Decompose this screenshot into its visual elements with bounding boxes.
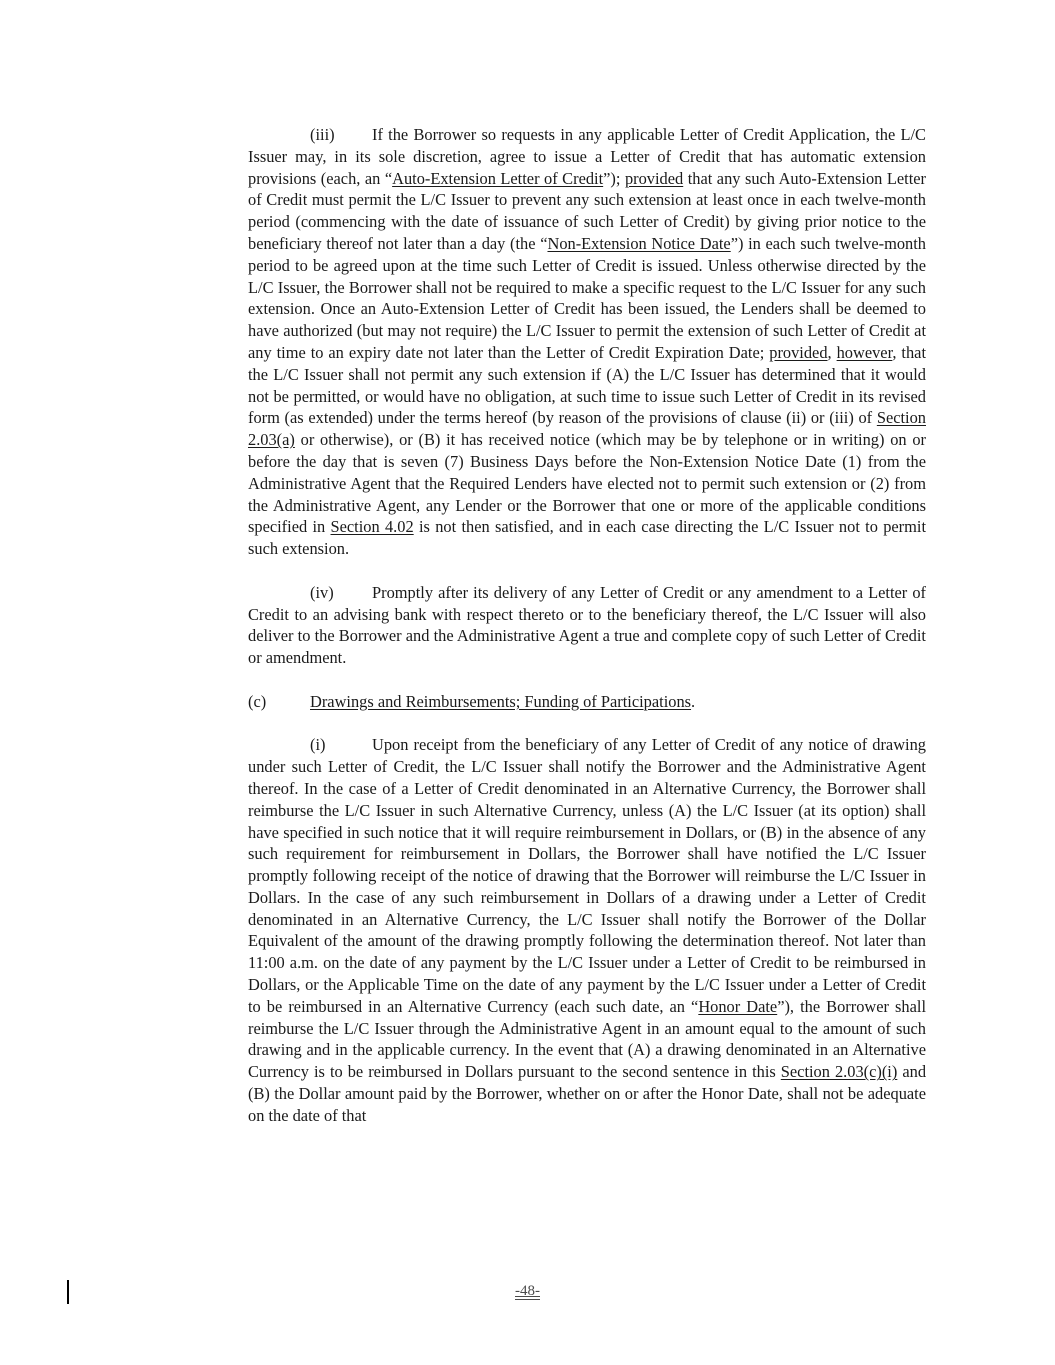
paragraph-iv	[248, 582, 926, 669]
document-body	[248, 124, 926, 1148]
defined-term-honor-date: Honor Date	[698, 996, 778, 1016]
section-c-label: (c)	[248, 691, 267, 711]
paragraph-text: If the Borrower so requests in any applicable Letter of Credit Application, the L/C Issuer may, in its sole discretion, agree to issue a Letter of Credit that has automatic extension provisions (each, an “	[248, 125, 926, 188]
defined-term-provided: provided	[624, 168, 684, 188]
defined-term-however: however	[836, 342, 893, 362]
paragraph-text: ”) in each such twelve-month period to be agreed upon at the time such Letter of Credit is issued. Unless otherwise directed by the L/C Issuer, the Borrower shall not be required to make a specific request to the L/C Issuer for any such extension. Once an Auto-Extension Letter of Credit has been issued, the Lenders shall be deemed to have authorized (but may not require) the L/C Issuer to permit the extension of such Letter of Credit at any time to an expiry date not later than the Letter of Credit Expiration Date;	[248, 233, 926, 362]
section-reference-2-03-a: Section 2.03(a)	[248, 408, 926, 450]
paragraph-text: Upon receipt from the beneficiary of any Letter of Credit of any notice of drawing under such Letter of Credit, the L/C Issuer shall notify the Borrower and the Administrative Agent thereof. In the case of a Letter of Credit denominated in an Alternative Currency, the Borrower shall reimburse the L/C Issuer in such Alternative Currency, unless (A) the L/C Issuer (at its option) shall have specified in such notice that it will require reimbursement in Dollars, or (B) in the absence of any such requirement for reimbursement in Dollars, the Borrower shall have notified the L/C Issuer promptly following receipt of the notice of drawing that the Borrower will reimburse the L/C Issuer in Dollars. In the case of any such reimbursement in Dollars of a drawing under a Letter of Credit denominated in an Alternative Currency, the L/C Issuer shall notify the Borrower of the Dollar Equivalent of the amount of the drawing promptly following the determination thereof. Not later than 11:00 a.m. on the date of any payment by the L/C Issuer under a Letter of Credit to be reimbursed in Dollars, or the Applicable Time on the date of any payment by the L/C Issuer under a Letter of Credit to be reimbursed in an Alternative Currency (each such date, an “	[248, 735, 926, 1016]
section-reference-4-02: Section 4.02	[330, 517, 414, 537]
paragraph-text: ”);	[603, 168, 625, 188]
paragraph-iii-label: (iii)	[310, 125, 335, 144]
paragraph-text: that any such Auto-Extension Letter of Credit must permit the L/C Issuer to prevent any such extension at least once in each twelve-month period (commencing with the date of issuance of such Letter of Credit) by giving prior notice to the beneficiary thereof not later than a day (the “	[248, 168, 927, 253]
paragraph-text: ”), the Borrower shall reimburse the L/C Issuer through the Administrative Agent in an amount equal to the amount of such drawing and in the applicable currency. In the event that (A) a drawing denominated in an Alternative Currency is to be reimbursed in Dollars pursuant to the second sentence in this	[248, 996, 927, 1082]
paragraph-text: is not then satisfied, and in each case directing the L/C Issuer not to permit such extension.	[248, 517, 926, 559]
paragraph-text: or otherwise), or (B) it has received notice (which may be by telephone or in writing) on or before the day that is seven (7) Business Days before the Non-Extension Notice Date (1) from the Administrative Agent that the Required Lenders have elected not to permit such extension or (2) from the Administrative Agent, any Lender or the Borrower that one or more of the applicable conditions specified in	[248, 430, 926, 537]
section-reference-2-03-c-i: Section 2.03(c)(i)	[780, 1062, 898, 1082]
defined-term-auto-extension-letter-of-credit: Auto-Extension Letter of Credit	[392, 168, 604, 188]
defined-term-non-extension-notice-date: Non-Extension Notice Date	[547, 233, 731, 253]
paragraph-iii	[248, 124, 926, 560]
page-footer	[0, 1283, 1055, 1300]
paragraph-text: ,	[827, 342, 837, 362]
section-c-title: Drawings and Reimbursements; Funding of Participations	[310, 691, 692, 711]
paragraph-text: , that the L/C Issuer shall not permit any such extension if (A) the L/C Issuer has determined that it would not be permitted, or would have no obligation, at such time to issue such Letter of Credit in its revised form (as extended) under the terms hereof (by reason of the provisions of clause (ii) or (iii) of	[248, 342, 927, 428]
heading-period: .	[691, 691, 696, 711]
paragraph-c-i-label: (i)	[310, 735, 326, 755]
paragraph-text: and (B) the Dollar amount paid by the Borrower, whether on or after the Honor Date, shall not be adequate on the date of that	[248, 1062, 927, 1125]
section-c-heading	[248, 691, 926, 713]
paragraph-iv-label: (iv)	[310, 582, 334, 602]
paragraph-iv-text: Promptly after its delivery of any Letter of Credit or any amendment to a Letter of Credit to an advising bank with respect thereto or to the beneficiary thereof, the L/C Issuer will also deliver to the Borrower and the Administrative Agent a true and complete copy of such Letter of Credit or amendment.	[248, 582, 926, 668]
paragraph-c-i	[248, 734, 926, 1126]
page-number: -48-	[515, 1283, 540, 1299]
defined-term-provided-2: provided	[769, 342, 828, 362]
